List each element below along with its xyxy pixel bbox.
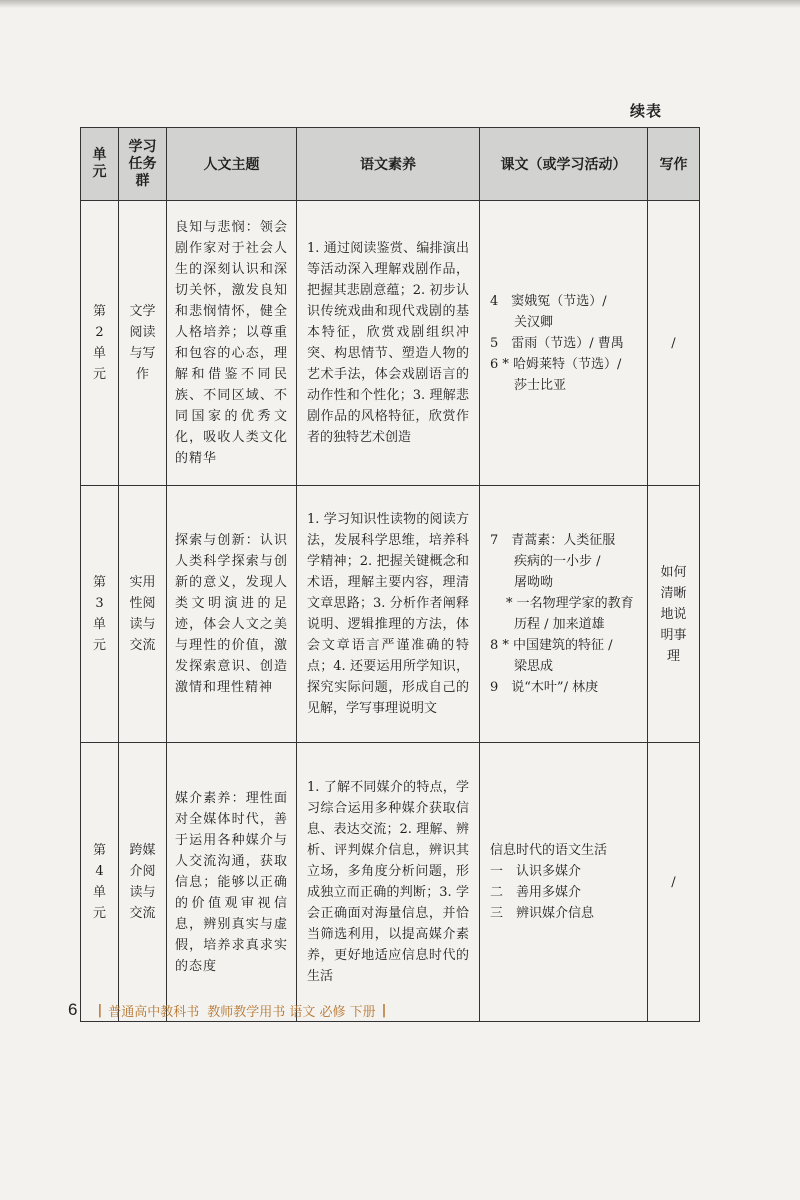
unit-char: 元 (92, 367, 106, 382)
footer-divider-end: | (381, 1002, 387, 1018)
text-entry: 屠呦呦 (514, 575, 554, 590)
unit-char: 元 (92, 638, 106, 653)
unit-char: 2 (95, 325, 104, 340)
unit-char: 3 (95, 596, 104, 611)
unit-char: 单 (92, 346, 106, 361)
page-edge-shadow (0, 0, 800, 8)
header-texts: 课文（或学习活动） (480, 128, 648, 201)
task-group-line: 读与 (129, 885, 156, 900)
table-row (81, 201, 700, 486)
header-unit-char: 单 (92, 147, 107, 163)
unit-char: 单 (92, 885, 106, 900)
text-entry: 三 辨识媒介信息 (490, 906, 595, 921)
task-group-line: 实用 (129, 575, 156, 590)
task-group-line: 文学 (129, 304, 156, 319)
task-group-line: 与写 (129, 346, 156, 361)
text-entry: 4 窦娥冤（节选）/ (490, 293, 607, 309)
header-task-group-line: 学习 (128, 138, 157, 155)
writing-line: 地说 (660, 606, 687, 622)
page-footer (68, 1000, 392, 1020)
text-entry: 9 说“木叶”/ 林庚 (490, 680, 599, 695)
header-task-group (119, 128, 167, 201)
writing-line: 如何 (660, 564, 687, 580)
text-entry: * 一名物理学家的教育 (506, 596, 634, 611)
text-entry: 7 青蒿素：人类征服 (490, 533, 616, 548)
unit-char: 第 (92, 575, 106, 590)
task-group-cell (119, 743, 167, 1022)
footer-divider: | (97, 1002, 103, 1018)
literacy-cell: 1. 通过阅读鉴赏、编排演出等活动深入理解戏剧作品，把握其悲剧意蕴；2. 初步认识传统戏曲和现代戏剧的基本特征，欣赏戏剧组织冲突、构思情节、塑造人物的艺术手法，体会戏剧语言的动作性和个性化；3. 理解悲剧作品的风格特征，欣赏作者的独特艺术创造 (297, 201, 480, 486)
header-unit (81, 128, 119, 201)
task-group-line: 跨媒 (129, 843, 156, 858)
unit-cell (81, 486, 119, 743)
text-entry: 梁思成 (514, 659, 554, 674)
writing-line: 理 (666, 648, 680, 664)
text-entry: 关汉卿 (514, 314, 554, 330)
writing-line: 明事 (660, 627, 687, 643)
unit-cell (81, 743, 119, 1022)
text-entry: 6 * 哈姆莱特（节选）/ (490, 356, 622, 372)
header-theme: 人文主题 (167, 128, 297, 201)
task-group-line: 交流 (129, 906, 156, 921)
literacy-cell: 1. 了解不同媒介的特点，学习综合运用多种媒介获取信息、表达交流；2. 理解、辨析、评判媒介信息，辨识其立场，多角度分析问题，形成独立而正确的判断；3. 学会正确面对海量信息，并恰当筛选利用，以提高媒介素养，更好地适应信息时代的生活 (297, 743, 480, 1022)
text-entry: 信息时代的语文生活 (490, 843, 608, 858)
unit-char: 第 (92, 843, 106, 858)
task-group-cell (119, 486, 167, 743)
theme-cell: 探索与创新：认识人类科学探索与创新的意义，发现人类文明演进的足迹，体会人文之美与理性的价值，激发探索意识、创造激情和理性精神 (167, 486, 297, 743)
task-group-line: 介阅 (129, 864, 156, 879)
task-group-line: 性阅 (129, 596, 156, 611)
header-literacy: 语文素养 (297, 128, 480, 201)
text-entry: 二 善用多媒介 (490, 885, 582, 900)
curriculum-table (80, 127, 700, 1022)
unit-char: 第 (92, 304, 106, 319)
header-writing: 写作 (648, 128, 700, 201)
texts-cell (480, 201, 648, 486)
footer-book-title: 教师教学用书 语文 必修 下册 (207, 1004, 376, 1020)
writing-cell: / (648, 201, 700, 486)
page-number: 6 (68, 1000, 78, 1019)
task-group-line: 交流 (129, 638, 156, 653)
text-entry: 一 认识多媒介 (490, 864, 582, 879)
header-task-group-line: 群 (135, 172, 150, 189)
continued-label: 续表 (630, 102, 663, 120)
task-group-line: 读与 (129, 617, 156, 632)
table-row (81, 743, 700, 1022)
header-task-group-line: 任务 (128, 155, 157, 172)
literacy-cell: 1. 学习知识性读物的阅读方法，发展科学思维，培养科学精神；2. 把握关键概念和术语，理解主要内容，理清文章思路；3. 分析作者阐释说明、逻辑推理的方法，体会文章语言严谨准确的特点；4. 还要运用所学知识，探究实际问题，形成自己的见解，学写事理说明文 (297, 486, 480, 743)
text-entry: 莎士比亚 (514, 377, 567, 393)
table-header-row (81, 128, 700, 201)
footer-series: 普通高中教科书 (108, 1004, 200, 1020)
header-unit-char: 元 (92, 164, 107, 180)
task-group-line: 作 (135, 367, 149, 382)
unit-cell (81, 201, 119, 486)
task-group-cell (119, 201, 167, 486)
texts-cell (480, 743, 648, 1022)
text-entry: 历程 / 加来道雄 (514, 617, 605, 632)
theme-cell: 媒介素养：理性面对全媒体时代，善于运用各种媒介与人交流沟通，获取信息；能够以正确的价值观审视信息，辨别真实与虚假，培养求真求实的态度 (167, 743, 297, 1022)
text-entry: 5 雷雨（节选）/ 曹禺 (490, 335, 624, 351)
task-group-line: 阅读 (129, 325, 156, 340)
unit-char: 4 (95, 864, 104, 879)
unit-char: 单 (92, 617, 106, 632)
texts-cell (480, 486, 648, 743)
text-entry: 疾病的一小步 / (514, 554, 601, 569)
writing-cell (648, 486, 700, 743)
writing-cell: / (648, 743, 700, 1022)
writing-line: 清晰 (660, 585, 687, 601)
text-entry: 8 * 中国建筑的特征 / (490, 638, 613, 653)
table-row (81, 486, 700, 743)
theme-cell: 良知与悲悯：领会剧作家对于社会人生的深刻认识和深切关怀，激发良知和悲悯情怀，健全人格培养；以尊重和包容的心态，理解和借鉴不同民族、不同区域、不同国家的优秀文化，吸收人类文化的精华 (167, 201, 297, 486)
unit-char: 元 (92, 906, 106, 921)
